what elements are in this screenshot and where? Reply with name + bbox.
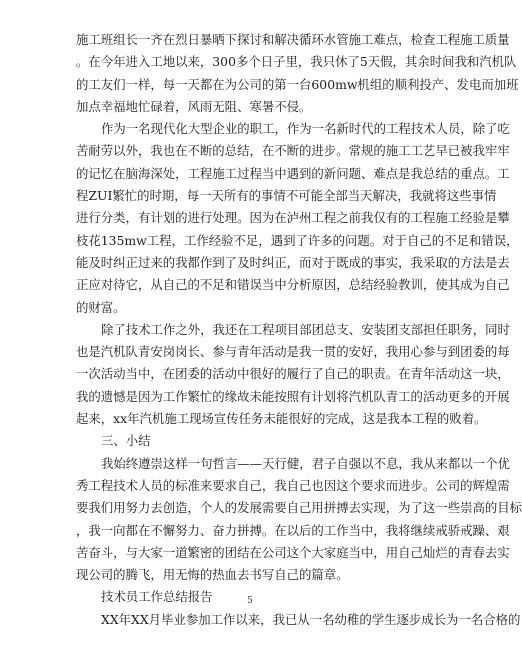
text-line: 的财富。 (76, 299, 126, 315)
text-line: 枝花135mw工程，工作经验不足，遇到了许多的问题。对于自己的不足和错误， (76, 232, 519, 248)
text-line: 起来，xx年汽机施工现场宣传任务未能很好的完成，这是我本工程的败着。 (76, 411, 487, 427)
text-line: 苦耐劳以外，我也在不断的总结，在不断的进步。常规的施工工艺早已被我牢牢 (76, 143, 510, 159)
text-line: 我的遗憾是因为工作繁忙的缘故未能按照有计划将汽机队青工的活动更多的开展 (76, 388, 510, 404)
text-line: 进行分类，有计划的进行处理。因为在泸州工程之前我仅有的工程施工经验是攀 (76, 210, 510, 226)
text-line: 的记忆在脑海深处，工程施工过程当中遇到的新问题、难点是我总结的重点。工 (76, 165, 510, 181)
text-line: 。在今年进入工地以来，300多个日子里，我只休了5天假，其余时间我和汽机队 (76, 54, 517, 70)
text-line: 加点幸福地忙碌着，风雨无阻、寒暑不侵。 (76, 98, 312, 114)
text-line: 的工友们一样，每一天都在为公司的第一台600mw机组的顺利投产、发电而加班 (76, 76, 519, 92)
body-text (76, 29, 522, 631)
text-line: 施工班组长一齐在烈日暴晒下探讨和解决循环水管施工难点，检查工程施工质量 (76, 32, 510, 47)
text-line: ，我一向都在不懈努力、奋力拼搏。在以后的工作当中，我将继续戒骄戒躁、艰 (76, 522, 510, 538)
text-line: XX年XX月毕业参加工作以来，我已从一名幼稚的学生逐步成长为一名合格的 (101, 611, 521, 627)
text-line: 作为一名现代化大型企业的职工，作为一名新时代的工程技术人员，除了吃 (101, 121, 510, 137)
text-line: 我始终遵崇这样一句哲言——天行健，君子自强以不息，我从来都以一个优 (101, 455, 510, 471)
text-line: 苦奋斗，与大家一道繁密的团结在公司这个大家庭当中，用自己灿烂的青春去实 (76, 544, 510, 560)
section-heading: 三、小结 (101, 433, 151, 449)
text-line: 现公司的腾飞，用无悔的热血去书写自己的篇章。 (76, 567, 349, 583)
report-title: 技术员工作总结报告 (101, 589, 213, 605)
text-line: 秀工程技术人员的标准来要求自己，我自己也因这个要求而进步。公司的辉煌需 (76, 477, 510, 493)
text-line: 能及时纠正过来的我都作到了及时纠正，而对于既成的事实，我采取的方法是去 (76, 254, 510, 270)
page-number: 5 (247, 596, 253, 606)
text-line: 除了技术工作之外，我还在工程项目部团总支、安装团支部担任职务，同时 (101, 321, 510, 337)
text-line: 一次活动当中，在团委的活动中很好的履行了自己的职责。在青年活动这一块， (76, 366, 510, 382)
text-line: 也是汽机队青安岗岗长、参与青年活动是我一贯的安好，我用心参与到团委的每 (76, 344, 510, 360)
text-line: 程ZUI繁忙的时期，每一天所有的事情不可能全部当天解决，我就将这些事情 (76, 188, 497, 204)
text-line: 正应对待它，从自己的不足和错误当中分析原因，总结经验教训，使其成为自己 (76, 277, 510, 293)
text-line: 要我们用努力去创造，个人的发展需要自己用拼搏去实现，为了这一些崇高的目标 (76, 500, 522, 516)
